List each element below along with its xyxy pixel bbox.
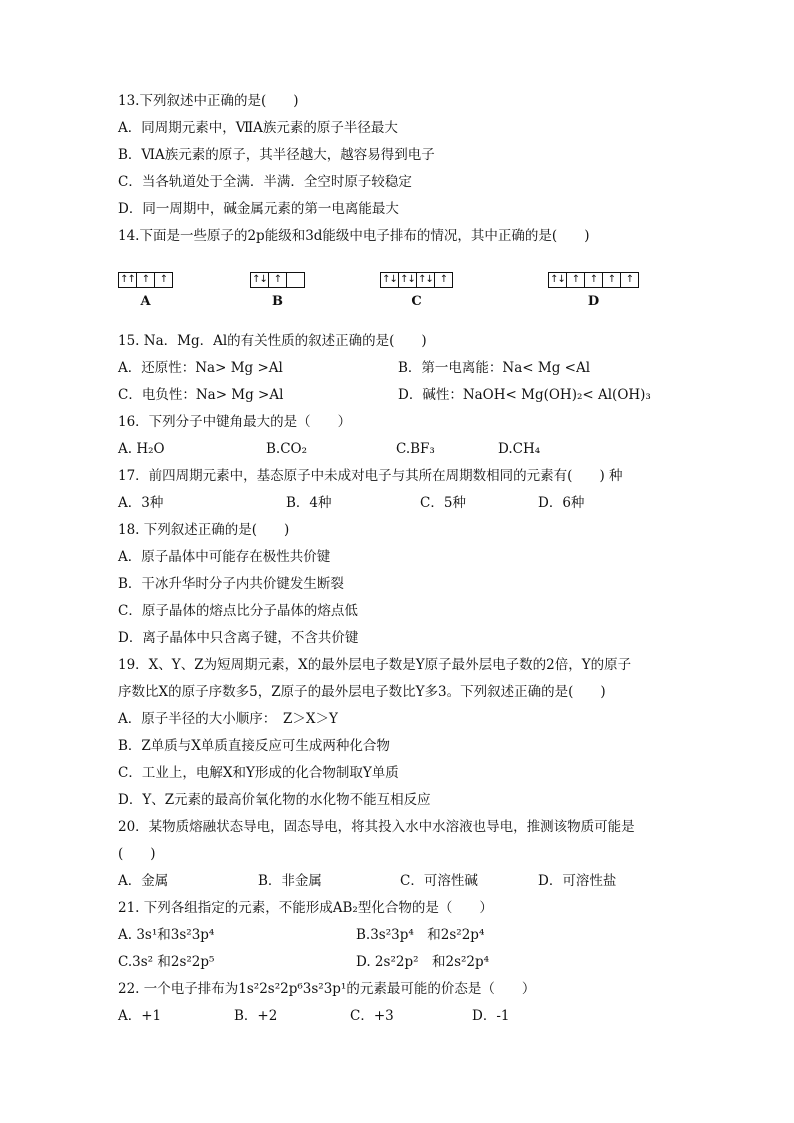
orbital-boxes [118, 272, 173, 288]
q15-option-a: A．还原性：Na> Mg >Al [118, 360, 283, 376]
q19-stem-line1: 19．X、Y、Z为短周期元素，X的最外层电子数是Y原子最外层电子数的2倍，Y的原子 [118, 657, 632, 673]
q16-option-c: C.BF₃ [396, 441, 435, 457]
q21-stem: 21. 下列各组指定的元素，不能形成AB₂型化合物的是（ ） [118, 900, 493, 916]
q15-option-c: C．电负性：Na> Mg >Al [118, 387, 284, 403]
q15-option-b: B．第一电离能：Na< Mg <Al [398, 360, 591, 376]
q18-option-a: A．原子晶体中可能存在极性共价键 [118, 549, 331, 565]
orbital-box: ↑ [159, 274, 168, 285]
orbital-boxes [548, 272, 639, 288]
q20-option-c: C．可溶性碱 [400, 873, 478, 889]
q15-options-row1 [118, 355, 718, 382]
q16-option-d: D.CH₄ [498, 441, 541, 457]
q20-option-a: A．金属 [118, 873, 169, 889]
orbital-box: ↑ [269, 273, 287, 287]
q18-stem: 18. 下列叙述正确的是( ) [118, 522, 290, 538]
q16-option-a: A. H₂O [118, 441, 165, 457]
question-sheet [118, 88, 718, 1030]
q20-option-d: D．可溶性盐 [538, 873, 617, 889]
orbital-diagram-label: B [272, 294, 283, 309]
q21-option-b: B.3s²3p⁴ 和2s²2p⁴ [356, 927, 485, 943]
q13-option-a: A．同周期元素中，ⅦA族元素的原子半径最大 [118, 120, 398, 136]
orbital-box: ↑↓ [549, 273, 567, 287]
orbital-box: ↑↓ [381, 273, 399, 287]
q15-stem: 15. Na．Mg．Al的有关性质的叙述正确的是( ) [118, 333, 427, 349]
q15-options-row2 [118, 382, 718, 409]
q16-option-b: B.CO₂ [266, 441, 308, 457]
q20-stem-line2: ( ) [118, 846, 156, 862]
q16-stem: 16．下列分子中键角最大的是（ ） [118, 414, 352, 430]
q22-option-d: D．-1 [472, 1008, 510, 1024]
orbital-box [287, 273, 304, 287]
orbital-boxes [380, 272, 453, 288]
q21-options-row1 [118, 922, 718, 949]
q17-option-b: B．4种 [286, 495, 332, 511]
q18-option-b: B．干冰升华时分子内共价键发生断裂 [118, 576, 344, 592]
orbital-diagram-label: A [140, 294, 151, 309]
orbital-box: ↑↓ [417, 273, 435, 287]
q19-option-d: D．Y、Z元素的最高价氧化物的水化物不能互相反应 [118, 792, 431, 808]
orbital-box: ↑↑ [119, 273, 137, 287]
q21-options-row2 [118, 949, 718, 976]
orbital-boxes [250, 272, 305, 288]
q19-stem-line2: 序数比X的原子序数多5，Z原子的最外层电子数比Y多3。下列叙述正确的是( ) [118, 684, 606, 700]
q13-option-c: C．当各轨道处于全满．半满．全空时原子较稳定 [118, 174, 412, 190]
orbital-diagram-b [250, 272, 305, 309]
orbital-box: ↑ [603, 273, 621, 287]
q20-options [118, 868, 718, 895]
q17-options [118, 490, 718, 517]
q19-option-c: C．工业上，电解X和Y形成的化合物制取Y单质 [118, 765, 399, 781]
orbital-box: ↑ [625, 274, 634, 285]
q14-stem: 14.下面是一些原子的2p能级和3d能级中电子排布的情况，其中正确的是( ) [118, 228, 590, 244]
q17-option-a: A．3种 [118, 495, 164, 511]
q22-option-a: A．+1 [118, 1008, 162, 1024]
q13-option-b: B．ⅥA族元素的原子，其半径越大，越容易得到电子 [118, 147, 435, 163]
orbital-box: ↑ [439, 274, 448, 285]
q20-stem-line1: 20．某物质熔融状态导电，固态导电，将其投入水中水溶液也导电，推测该物质可能是 [118, 819, 635, 835]
q18-option-c: C．原子晶体的熔点比分子晶体的熔点低 [118, 603, 358, 619]
q13-stem: 13.下列叙述中正确的是( ) [118, 93, 299, 109]
q22-stem: 22. 一个电子排布为1s²2s²2p⁶3s²3p¹的元素最可能的价态是（ ） [118, 981, 536, 997]
q22-option-b: B．+2 [234, 1008, 278, 1024]
q21-option-d: D. 2s²2p² 和2s²2p⁴ [356, 954, 490, 970]
orbital-box: ↑ [585, 273, 603, 287]
q19-option-b: B．Z单质与X单质直接反应可生成两种化合物 [118, 738, 390, 754]
q21-option-a: A. 3s¹和3s²3p⁴ [118, 927, 215, 943]
q15-option-d: D．碱性：NaOH< Mg(OH)₂< Al(OH)₃ [398, 387, 651, 403]
q22-option-c: C．+3 [350, 1008, 394, 1024]
q19-option-a: A．原子半径的大小顺序： Z＞X＞Y [118, 711, 338, 727]
orbital-diagram-label: D [587, 294, 600, 309]
q16-options [118, 436, 718, 463]
orbital-box: ↑↓ [251, 273, 269, 287]
orbital-box: ↑ [567, 273, 585, 287]
q13-option-d: D．同一周期中，碱金属元素的第一电离能最大 [118, 201, 399, 217]
q17-option-c: C．5种 [420, 495, 466, 511]
orbital-box: ↑↓ [399, 273, 417, 287]
q17-stem: 17．前四周期元素中，基态原子中未成对电子与其所在周期数相同的元素有( ) 种 [118, 468, 623, 484]
q17-option-d: D．6种 [538, 495, 585, 511]
q21-option-c: C.3s² 和2s²2p⁵ [118, 954, 215, 970]
q20-option-b: B．非金属 [258, 873, 322, 889]
orbital-box: ↑ [137, 273, 155, 287]
orbital-diagram-c [380, 272, 453, 309]
orbital-diagram-label: C [411, 294, 422, 309]
orbital-diagram-d [548, 272, 639, 309]
q18-option-d: D．离子晶体中只含离子键，不含共价键 [118, 630, 359, 646]
q22-options [118, 1003, 718, 1030]
orbital-diagram-a [118, 272, 173, 309]
